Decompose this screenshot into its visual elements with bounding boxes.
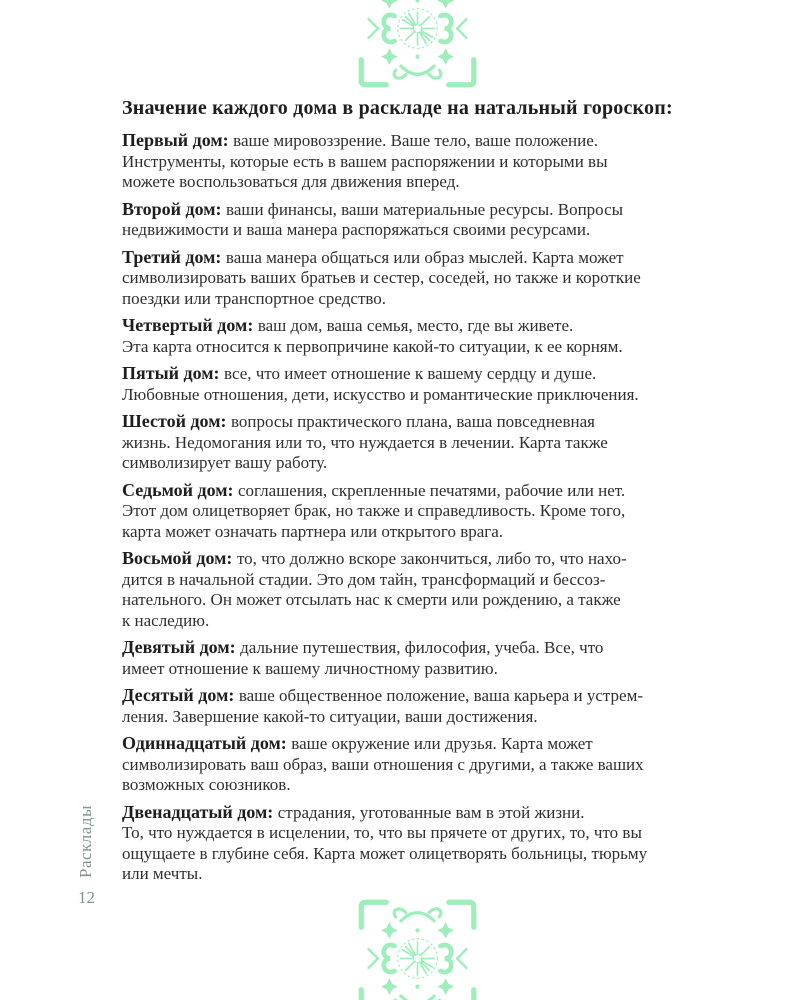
house-heading: Девятый дом: — [122, 637, 241, 657]
text-line: поездки или транспортное средство. — [122, 288, 387, 308]
text-line: То, что нуждается в исцелении, то, что вы прячете от других, то, что вы — [122, 823, 642, 842]
house-heading: Третий дом: — [122, 246, 226, 267]
house-heading: Второй дом: — [122, 198, 227, 219]
text-line: символизировать ваших братьев и сестер, соседей, но также и короткие — [122, 268, 641, 287]
page-number: 12 — [78, 888, 95, 907]
house-heading: Восьмой дом: — [122, 548, 237, 568]
text-line: имеет отношение к вашему личностному развитию. — [122, 658, 498, 678]
text-line: ваше общественное положение, ваша карьера и устрем- — [238, 686, 644, 705]
house-paragraph — [122, 480, 707, 543]
house-heading: Пятый дом: — [122, 363, 225, 383]
text-line: возможных союзников. — [122, 775, 291, 794]
text-line: ления. Завершение какой-то ситуации, ваши достижения. — [122, 706, 538, 726]
house-paragraph — [122, 802, 707, 885]
text-line: Инструменты, которые есть в вашем распоряжении и которыми вы — [122, 151, 608, 171]
text-line: символизирует вашу работу. — [122, 453, 328, 472]
damask-ornament-icon — [355, 0, 480, 91]
text-line: страдания, уготованные вам в этой жизни. — [277, 802, 585, 822]
house-heading: Седьмой дом: — [122, 479, 239, 500]
text-line: ваше окружение или друзья. Карта может — [291, 734, 593, 753]
chapter-label: Расклады — [76, 805, 95, 878]
page-title: Значение каждого дома в раскладе на натальный гороскоп: — [122, 97, 673, 119]
house-paragraphs — [122, 130, 707, 885]
text-line: символизировать ваш образ, ваши отношения с другими, а также ваших — [122, 754, 644, 774]
text-line: все, что имеет отношение к вашему сердцу и душе. — [224, 364, 597, 383]
text-line: вопросы практического плана, ваша повседневная — [230, 412, 595, 431]
text-line: ваша манера общаться или образ мыслей. Карта может — [225, 247, 624, 267]
text-line: то, что должно вскоре закончиться, либо то, что нахо- — [236, 549, 627, 568]
house-heading: Четвертый дом: — [122, 315, 258, 335]
text-line: нательного. Он может отсылать нас к смерти или рождению, а также — [122, 590, 621, 609]
house-paragraph — [122, 247, 707, 310]
house-paragraph — [122, 315, 707, 357]
house-heading: Шестой дом: — [122, 411, 231, 431]
text-line: ощущаете в глубине себя. Карта может олицетворять больницы, тюрьму — [122, 843, 648, 863]
text-line: Эта карта относится к первопричине какой-то ситуации, к ее корням. — [122, 336, 623, 356]
text-line: ваше мировоззрение. Ваше тело, ваше положение. — [233, 131, 599, 150]
text-line: недвижимости и ваша манера распоряжаться своими ресурсами. — [122, 220, 591, 239]
text-line: соглашения, скрепленные печатями, рабочие или нет. — [238, 480, 626, 500]
page-content — [122, 96, 707, 891]
text-line: жизнь. Недомогания или то, что нуждается в лечении. Карта также — [122, 432, 608, 452]
text-line: к наследию. — [122, 610, 210, 630]
house-heading: Одиннадцатый дом: — [122, 733, 292, 753]
text-line: ваш дом, ваша семья, место, где вы живете. — [257, 316, 574, 335]
text-line: или мечты. — [122, 864, 203, 883]
house-paragraph — [122, 130, 707, 193]
text-line: ваши финансы, ваши материальные ресурсы. Вопросы — [226, 199, 624, 219]
text-line: можете воспользоваться для движения вперед. — [122, 172, 460, 191]
house-paragraph — [122, 548, 707, 631]
text-line: Этот дом олицетворяет брак, но также и справедливость. Кроме того, — [122, 501, 626, 520]
house-paragraph — [122, 637, 707, 679]
text-line: дальние путешествия, философия, учеба. Все, что — [240, 638, 604, 657]
text-line: дится в начальной стадии. Это дом тайн, трансформаций и бессоз- — [122, 569, 606, 589]
house-heading: Первый дом: — [122, 130, 234, 150]
house-paragraph — [122, 411, 707, 474]
house-heading: Десятый дом: — [122, 685, 239, 705]
house-paragraph — [122, 199, 707, 241]
house-paragraph — [122, 733, 707, 796]
damask-ornament-icon — [355, 896, 480, 1000]
house-heading: Двенадцатый дом: — [122, 801, 278, 822]
text-line: Любовные отношения, дети, искусство и романтические приключения. — [122, 384, 639, 404]
house-paragraph — [122, 685, 707, 727]
house-paragraph — [122, 363, 707, 405]
text-line: карта может означать партнера или открытого врага. — [122, 521, 504, 541]
